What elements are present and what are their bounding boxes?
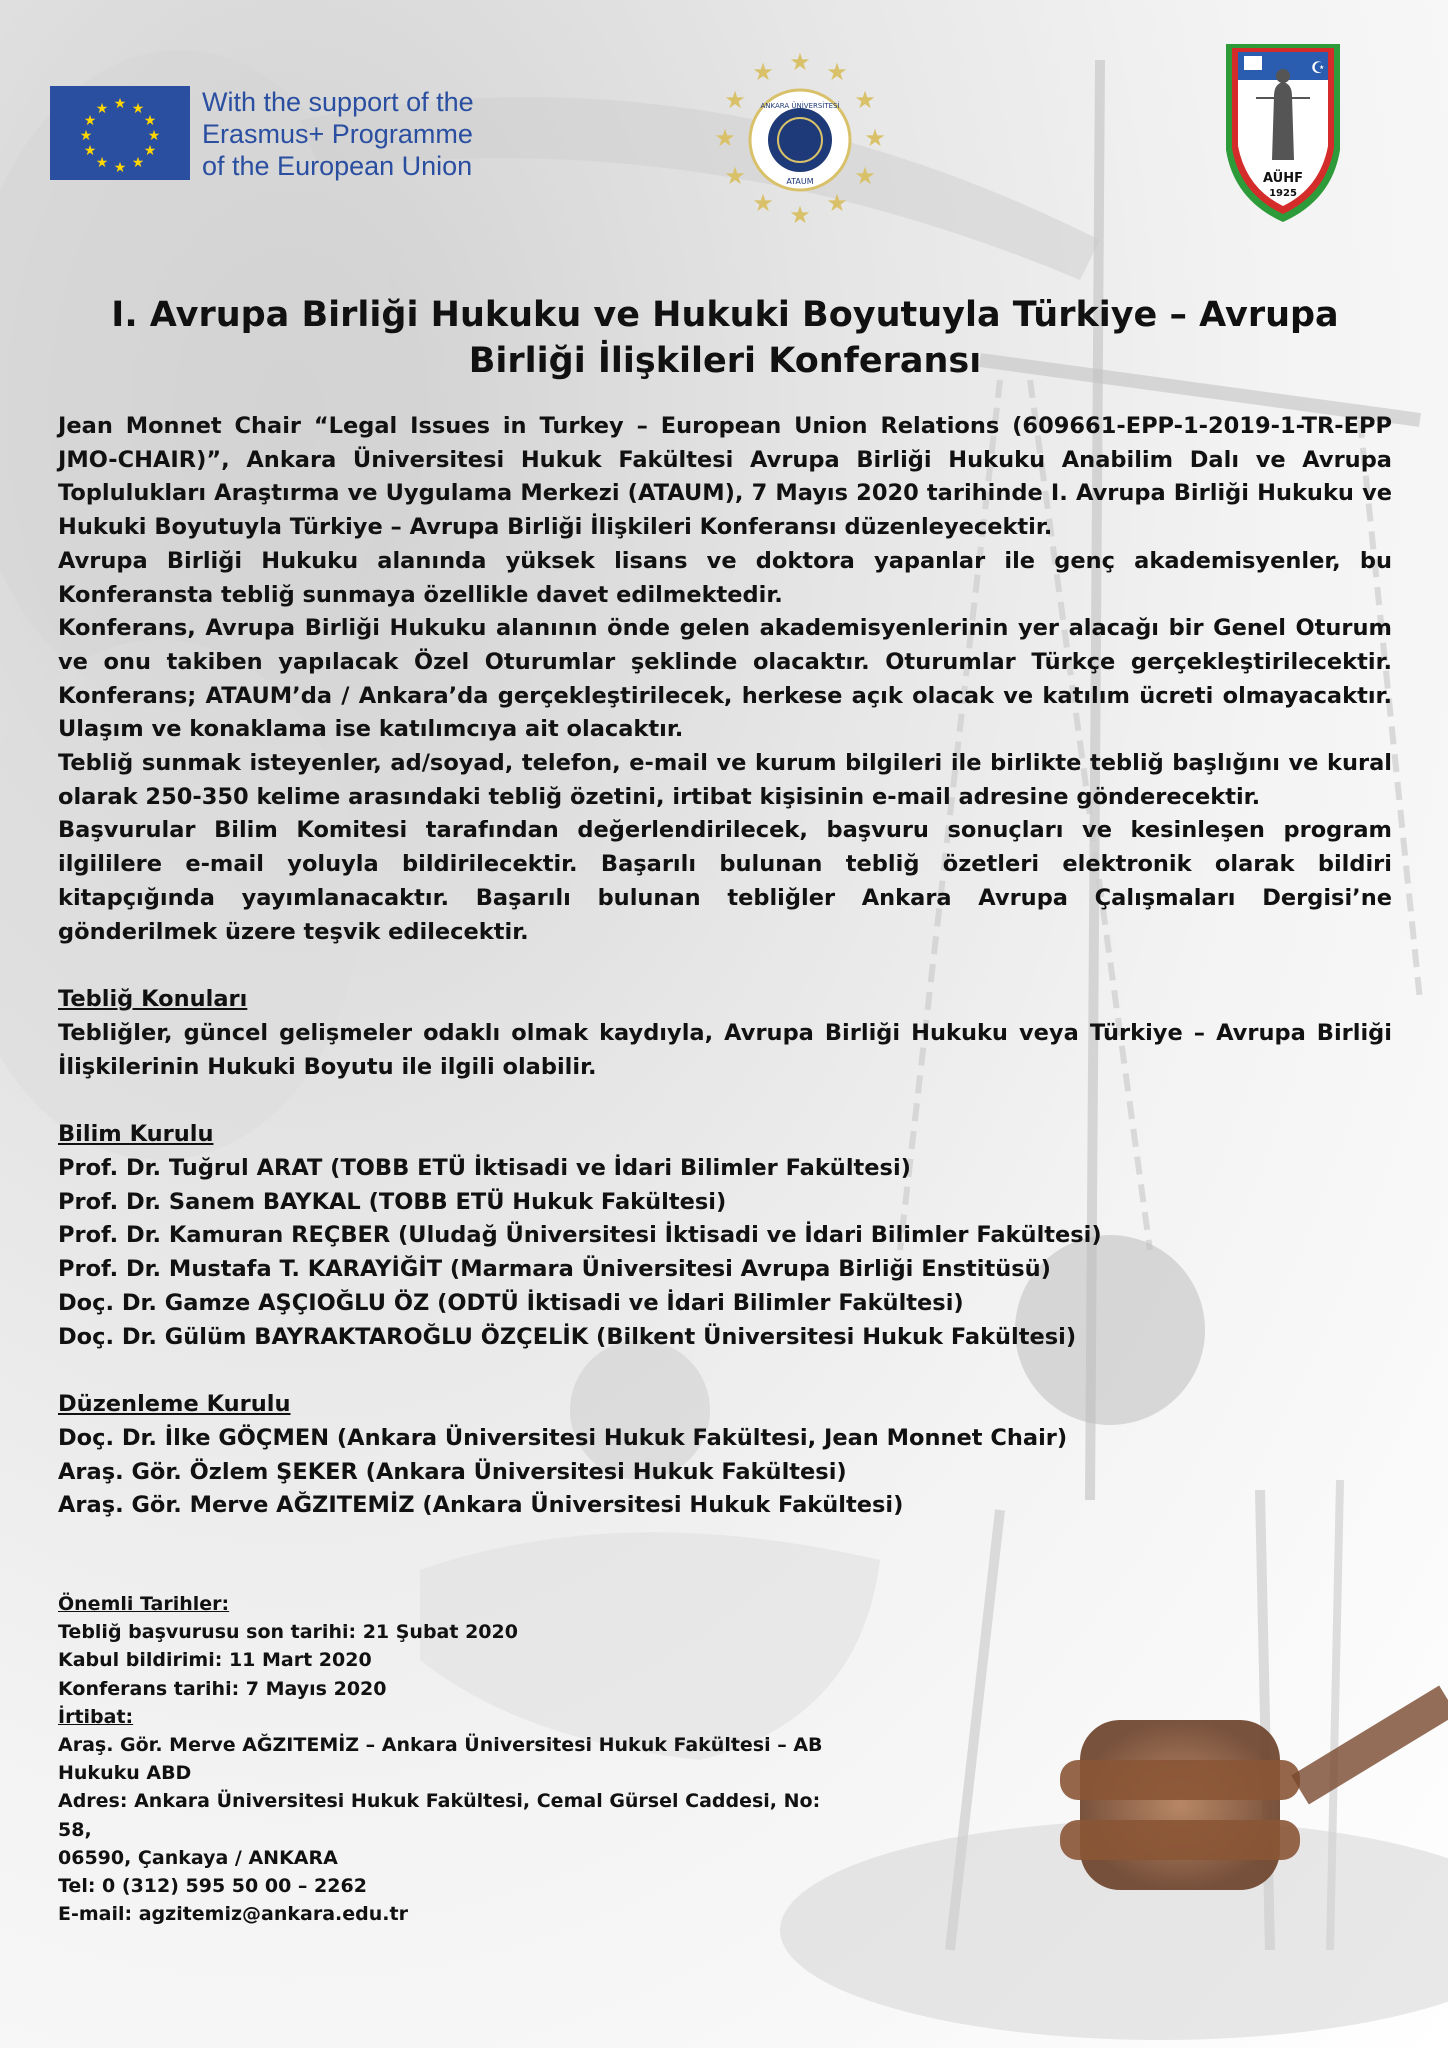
eu-flag-logo: [50, 86, 190, 180]
ataum-bottom-text: ATAUM: [786, 177, 814, 186]
svg-text:★: ★: [864, 125, 886, 152]
svg-text:★: ★: [724, 87, 746, 114]
svg-text:★: ★: [789, 202, 811, 228]
contact-line: Tel: 0 (312) 595 50 00 – 2262: [58, 1875, 367, 1898]
svg-text:★: ★: [714, 125, 736, 152]
contact-line: Hukuku ABD: [58, 1762, 192, 1785]
svg-text:★: ★: [789, 49, 811, 76]
svg-text:★: ★: [113, 159, 127, 175]
svg-text:★: ★: [854, 87, 876, 114]
svg-text:★: ★: [83, 112, 97, 128]
contact-email[interactable]: E-mail: agzitemiz@ankara.edu.tr: [58, 1903, 408, 1926]
svg-text:★: ★: [95, 154, 109, 170]
organizer-member: Araş. Gör. Özlem ŞEKER (Ankara Üniversitesi Hukuk Fakültesi): [58, 1458, 847, 1485]
svg-text:★: ★: [131, 154, 145, 170]
intro-paragraph: Başvurular Bilim Komitesi tarafından değerlendirilecek, başvuru sonuçları ve kesinleşen program ilgililere e-mail yoluyla bildirilecektir. Başarılı bulunan tebliğ özetleri elektronik olarak bildiri kitapçığında yayımlanacaktır. Başarılı bulunan tebliğler Ankara Avrupa Çalışmaları Dergisi’ne gönderilmek üzere teşvik edilecektir.: [58, 817, 1392, 945]
ataum-ring-text: ANKARA ÜNİVERSİTESİ: [760, 102, 840, 110]
svg-text:★: ★: [724, 163, 746, 190]
conference-title: I. Avrupa Birliği Hukuku ve Hukuki Boyutuyla Türkiye – Avrupa Birliği İlişkileri Konferansı: [111, 295, 1339, 381]
organizer-member: Araş. Gör. Merve AĞZITEMİZ (Ankara Üniversitesi Hukuk Fakültesi): [58, 1492, 904, 1519]
svg-text:☪: ☪: [1310, 60, 1326, 77]
main-content: [58, 292, 1392, 1523]
contact-heading: İrtibat:: [58, 1705, 134, 1728]
intro-paragraph: Konferans, Avrupa Birliği Hukuku alanının önde gelen akademisyenlerinin yer alacağı bir Genel Oturum ve onu takiben yapılacak Özel Oturumlar şeklinde olacaktır. Oturumlar Türkçe gerçekleştirilecektir. Konferans; ATAUM’da / Ankara’da gerçekleştirilecek, herkese açık olacak ve katılım ücreti olmayacaktır. Ulaşım ve konaklama ise katılımcıya ait olacaktır.: [58, 615, 1392, 743]
svg-text:★: ★: [854, 163, 876, 190]
ataum-logo: [710, 48, 890, 228]
contact-line: Araş. Gör. Merve AĞZITEMİZ – Ankara Üniversitesi Hukuk Fakültesi – AB: [58, 1734, 823, 1757]
important-date-item: Tebliğ başvurusu son tarihi: 21 Şubat 2020: [58, 1621, 518, 1644]
intro-paragraph: Avrupa Birliği Hukuku alanında yüksek lisans ve doktora yapanlar ile genç akademisyenler, bu Konferansta tebliğ sunmaya özellikle davet edilmektedir.: [58, 547, 1392, 608]
contact-line: 06590, Çankaya / ANKARA: [58, 1846, 338, 1869]
intro-paragraph: Jean Monnet Chair “Legal Issues in Turkey – European Union Relations (609661-EPP-1-2019-1-TR-EPP JMO-CHAIR)”, Ankara Üniversitesi Hukuk Fakültesi Avrupa Birliği Hukuku Anabilim Dalı ve Avrupa Toplulukları Araştırma ve Uygulama Merkezi (ATAUM), 7 Mayıs 2020 tarihinde I. Avrupa Birliği Hukuku ve Hukuki Boyutuyla Türkiye – Avrupa Birliği İlişkileri Konferansı düzenleyecektir.: [58, 413, 1392, 541]
svg-text:★: ★: [826, 59, 848, 86]
eu-text-line: of the European Union: [202, 151, 473, 181]
dates-and-contact: [58, 1590, 858, 1928]
svg-text:★: ★: [113, 95, 127, 111]
topics-heading: Tebliğ Konuları: [58, 986, 248, 1013]
intro-paragraph: Tebliğ sunmak isteyenler, ad/soyad, telefon, e-mail ve kurum bilgileri ile birlikte tebliğ başlığını ve kural olarak 250-350 kelime arasındaki tebliğ özetini, irtibat kişisinin e-mail adresine gönderecektir.: [58, 750, 1392, 810]
auhf-label: AÜHF: [1263, 171, 1303, 186]
auhf-year: 1925: [1269, 188, 1297, 199]
svg-text:★: ★: [752, 190, 774, 217]
auhf-shield-logo: [1222, 40, 1344, 224]
committee-member: Doç. Dr. Gülüm BAYRAKTAROĞLU ÖZÇELİK (Bilkent Üniversitesi Hukuk Fakültesi): [58, 1323, 1077, 1350]
committee-member: Doç. Dr. Gamze AŞÇIOĞLU ÖZ (ODTÜ İktisadi ve İdari Bilimler Fakültesi): [58, 1289, 964, 1316]
important-dates-heading: Önemli Tarihler:: [58, 1593, 230, 1615]
svg-text:★: ★: [79, 127, 93, 143]
svg-text:★: ★: [147, 127, 161, 143]
committee-member: Prof. Dr. Kamuran REÇBER (Uludağ Üniversitesi İktisadi ve İdari Bilimler Fakültesi): [58, 1222, 1102, 1249]
important-date-item: Konferans tarihi: 7 Mayıs 2020: [58, 1677, 387, 1700]
eu-text-line: With the support of the: [202, 87, 474, 117]
svg-text:★: ★: [83, 142, 97, 158]
important-date-item: Kabul bildirimi: 11 Mart 2020: [58, 1649, 372, 1672]
committee-member: Prof. Dr. Tuğrul ARAT (TOBB ETÜ İktisadi ve İdari Bilimler Fakültesi): [58, 1155, 911, 1182]
svg-text:★: ★: [143, 142, 157, 158]
eu-text-line: Erasmus+ Programme: [202, 119, 473, 149]
topics-text: Tebliğler, güncel gelişmeler odaklı olmak kaydıyla, Avrupa Birliği Hukuku veya Türkiye – Avrupa Birliği İlişkilerinin Hukuki Boyutu ile ilgili olabilir.: [58, 1019, 1392, 1080]
svg-text:★: ★: [752, 59, 774, 86]
svg-text:★: ★: [826, 190, 848, 217]
svg-text:★: ★: [95, 100, 109, 116]
header-logos: [0, 0, 1448, 230]
committee-member: Prof. Dr. Sanem BAYKAL (TOBB ETÜ Hukuk Fakültesi): [58, 1188, 727, 1215]
svg-text:★: ★: [143, 112, 157, 128]
organizing-committee-heading: Düzenleme Kurulu: [58, 1391, 291, 1418]
committee-member: Prof. Dr. Mustafa T. KARAYİĞİT (Marmara Üniversitesi Avrupa Birliği Enstitüsü): [58, 1256, 1051, 1283]
contact-line: Adres: Ankara Üniversitesi Hukuk Fakültesi, Cemal Gürsel Caddesi, No: 58,: [58, 1790, 821, 1841]
scientific-committee-heading: Bilim Kurulu: [58, 1121, 214, 1148]
erasmus-support-text: [202, 86, 474, 182]
organizer-member: Doç. Dr. İlke GÖÇMEN (Ankara Üniversitesi Hukuk Fakültesi, Jean Monnet Chair): [58, 1424, 1068, 1451]
svg-text:★: ★: [131, 100, 145, 116]
